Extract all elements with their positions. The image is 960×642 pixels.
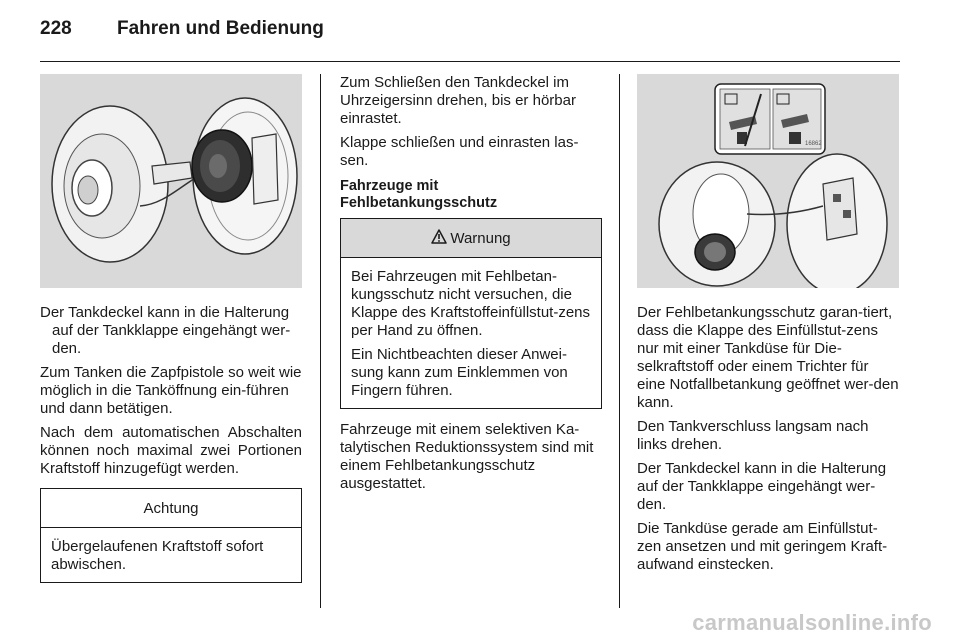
fuel-cap-illustration <box>40 74 302 288</box>
notice-body <box>41 528 301 582</box>
header-divider <box>40 61 900 62</box>
page-title: Fahren und Bedienung <box>117 18 324 39</box>
page-header <box>40 18 324 48</box>
paragraph: Nach dem automatischen Abschalten können noch maximal zwei Portionen Kraftstoff hinzugefügt werden. <box>40 424 302 477</box>
subheading-line-2: Fehlbetankungsschutz <box>340 195 498 211</box>
column-divider-1 <box>320 74 321 608</box>
column-1 <box>40 74 302 583</box>
section-subheading <box>340 178 602 212</box>
subheading-line-1: Fahrzeuge mit <box>340 178 439 194</box>
paragraph: Der Fehlbetankungsschutz garan-tiert, dass die Klappe des Einfüllstut-zens nur mit einer Tankdüse für Die-selkraftstoff oder einem Trichter für eine Notfallbetankung geöffnet wer-den kann. <box>637 304 899 411</box>
column-2 <box>340 74 602 499</box>
notice-box <box>40 488 302 583</box>
page-number: 228 <box>40 18 72 39</box>
warning-header <box>341 219 601 258</box>
warning-triangle-icon <box>431 229 447 248</box>
paragraph: Die Tankdüse gerade am Einfüllstut-zen ansetzen und mit geringem Kraft-aufwand einstecken. <box>637 520 888 573</box>
paragraph: Klappe schließen und einrasten las-sen. <box>340 134 579 169</box>
paragraph: Zum Tanken die Zapfpistole so weit wie möglich in die Tanköffnung ein-führen und dann betätigen. <box>40 364 302 417</box>
paragraph: Zum Schließen den Tankdeckel im Uhrzeigersinn drehen, bis er hörbar einrastet. <box>340 74 576 127</box>
misfuel-inhibitor-illustration <box>637 74 899 288</box>
warning-text: Bei Fahrzeugen mit Fehlbetan-kungsschutz nicht versuchen, die Klappe des Kraftstoffeinfüllstut-zens per Hand zu öffnen. <box>351 268 591 339</box>
paragraph: Den Tankverschluss langsam nach links drehen. <box>637 418 869 453</box>
figure-code: 16862 <box>805 141 822 147</box>
paragraph: Der Tankdeckel kann in die Halterung auf der Tankklappe eingehängt wer-den. <box>637 460 887 513</box>
notice-title: Achtung <box>41 489 301 528</box>
column-3 <box>637 74 900 580</box>
column-divider-2 <box>619 74 620 608</box>
paragraph: Fahrzeuge mit einem selektiven Ka-talytischen Reduktionssystem sind mit einem Fehlbetankungsschutz ausgestattet. <box>340 421 594 492</box>
warning-text: Ein Nichtbeachten dieser Anwei-sung kann zum Einklemmen von Fingern führen. <box>351 346 568 399</box>
watermark: carmanualsonline.info <box>692 610 932 635</box>
fuel-cap-drawing <box>40 74 302 288</box>
notice-text: Übergelaufenen Kraftstoff sofort abwischen. <box>51 538 264 573</box>
paragraph: Der Tankdeckel kann in die Halterung auf der Tankklappe eingehängt wer-den. <box>40 304 291 357</box>
warning-box <box>340 218 602 409</box>
warning-body <box>341 258 601 408</box>
warning-title: Warnung <box>450 229 511 247</box>
misfuel-inhibitor-drawing <box>637 74 899 288</box>
